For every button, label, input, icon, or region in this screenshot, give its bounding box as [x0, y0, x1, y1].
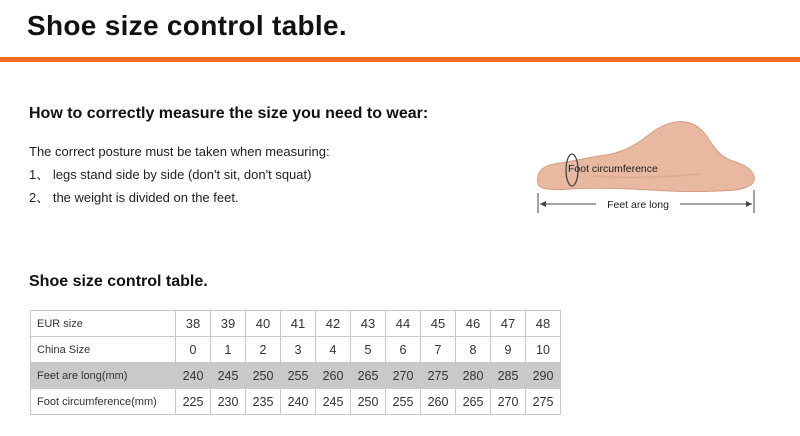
- table-cell: 260: [316, 363, 351, 389]
- instruction-line: The correct posture must be taken when measuring:: [29, 144, 330, 159]
- foot-measurement-illustration: [530, 118, 760, 218]
- table-cell: 40: [246, 311, 281, 337]
- table-heading: Shoe size control table.: [29, 273, 208, 290]
- table-cell: 46: [456, 311, 491, 337]
- size-table: [30, 310, 561, 415]
- table-cell: 230: [211, 389, 246, 415]
- table-cell: 9: [491, 337, 526, 363]
- instruction-line: 1、 legs stand side by side (don't sit, don't squat): [29, 167, 312, 182]
- measure-instructions: [29, 143, 330, 212]
- header-divider: [0, 57, 800, 62]
- table-cell: 7: [421, 337, 456, 363]
- table-cell: 5: [351, 337, 386, 363]
- table-cell: 250: [246, 363, 281, 389]
- table-cell: 225: [176, 389, 211, 415]
- table-cell: 245: [211, 363, 246, 389]
- instruction-line: 2、 the weight is divided on the feet.: [29, 190, 239, 205]
- row-label: EUR size: [31, 311, 176, 337]
- table-cell: 250: [351, 389, 386, 415]
- table-cell: 4: [316, 337, 351, 363]
- table-cell: 45: [421, 311, 456, 337]
- table-cell: 235: [246, 389, 281, 415]
- table-cell: 280: [456, 363, 491, 389]
- table-cell: 41: [281, 311, 316, 337]
- table-cell: 3: [281, 337, 316, 363]
- table-cell: 47: [491, 311, 526, 337]
- table-cell: 48: [526, 311, 561, 337]
- table-cell: 270: [386, 363, 421, 389]
- table-cell: 38: [176, 311, 211, 337]
- table-cell: 285: [491, 363, 526, 389]
- table-cell: 275: [421, 363, 456, 389]
- table-cell: 275: [526, 389, 561, 415]
- row-label: Foot circumference(mm): [31, 389, 176, 415]
- table-row: [31, 389, 561, 415]
- table-row: [31, 363, 561, 389]
- foot-shape: [538, 122, 755, 192]
- table-cell: 43: [351, 311, 386, 337]
- table-cell: 0: [176, 337, 211, 363]
- table-cell: 240: [176, 363, 211, 389]
- table-cell: 270: [491, 389, 526, 415]
- table-cell: 6: [386, 337, 421, 363]
- table-cell: 265: [351, 363, 386, 389]
- table-cell: 10: [526, 337, 561, 363]
- measure-heading: How to correctly measure the size you need to wear:: [29, 105, 429, 122]
- page-title: Shoe size control table.: [27, 10, 347, 41]
- table-cell: 8: [456, 337, 491, 363]
- table-row: [31, 311, 561, 337]
- table-cell: 1: [211, 337, 246, 363]
- table-cell: 255: [281, 363, 316, 389]
- length-label: Feet are long: [607, 199, 669, 211]
- table-cell: 290: [526, 363, 561, 389]
- table-cell: 260: [421, 389, 456, 415]
- table-cell: 255: [386, 389, 421, 415]
- row-label: China Size: [31, 337, 176, 363]
- table-cell: 265: [456, 389, 491, 415]
- table-cell: 2: [246, 337, 281, 363]
- table-cell: 240: [281, 389, 316, 415]
- table-row: [31, 337, 561, 363]
- circumference-label: Foot circumference: [568, 163, 658, 175]
- table-cell: 245: [316, 389, 351, 415]
- table-cell: 39: [211, 311, 246, 337]
- table-cell: 44: [386, 311, 421, 337]
- table-cell: 42: [316, 311, 351, 337]
- row-label: Feet are long(mm): [31, 363, 176, 389]
